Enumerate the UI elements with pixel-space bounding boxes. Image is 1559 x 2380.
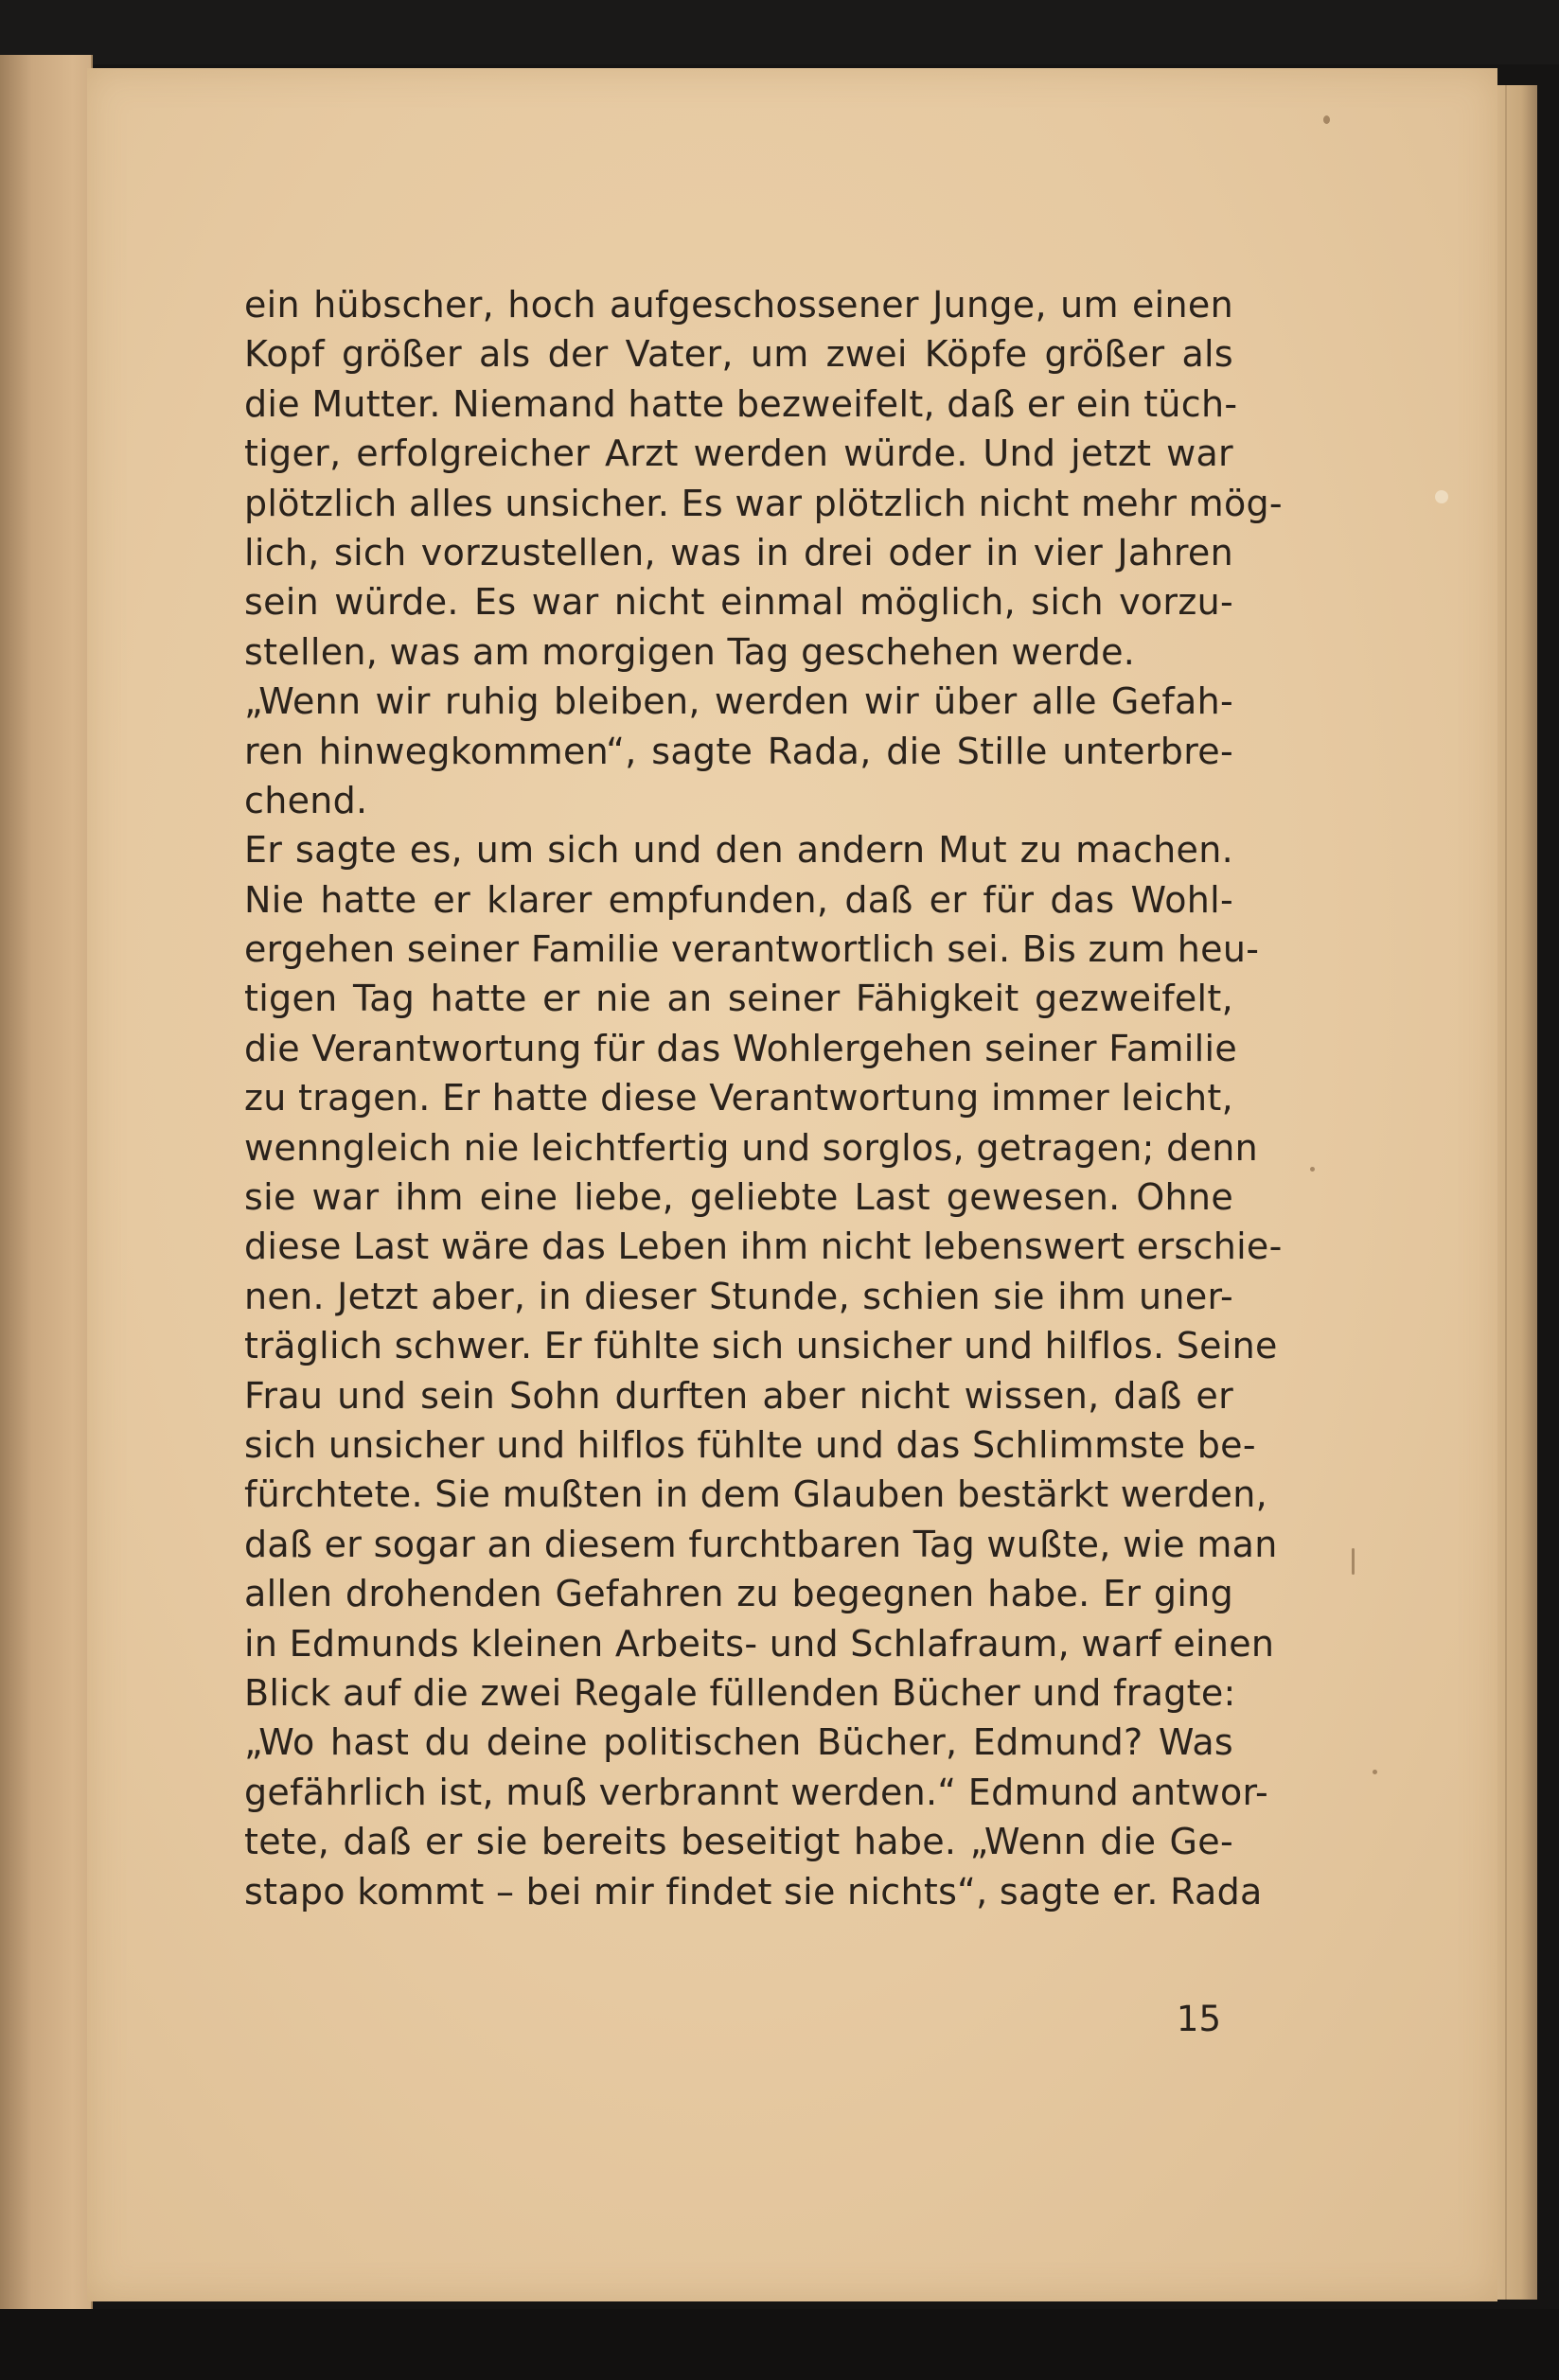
text-line: Kopf größer als der Vater, um zwei Köpfe größer als xyxy=(244,333,1233,376)
text-line: „Wenn wir ruhig bleiben, werden wir über alle Gefah- xyxy=(244,680,1233,723)
text-line: ein hübscher, hoch aufgeschossener Junge, um einen xyxy=(244,284,1233,326)
text-line: Frau und sein Sohn durften aber nicht wissen, daß er xyxy=(244,1374,1233,1417)
text-line: allen drohenden Gefahren zu begegnen habe. Er ging xyxy=(244,1573,1233,1615)
text-line: sie war ihm eine liebe, geliebte Last gewesen. Ohne xyxy=(244,1176,1233,1219)
paper-speck xyxy=(1323,115,1330,124)
text-line: die Verantwortung für das Wohlergehen seiner Familie xyxy=(244,1027,1238,1069)
body-text xyxy=(244,280,1283,1916)
text-line: „Wo hast du deine politischen Bücher, Edmund? Was xyxy=(244,1721,1233,1764)
text-line: wenngleich nie leichtfertig und sorglos, getragen; denn xyxy=(244,1126,1258,1169)
paper-speck xyxy=(1310,1167,1315,1172)
text-line: tiger, erfolgreicher Arzt werden würde. Und jetzt war xyxy=(244,432,1233,475)
text-line: lich, sich vorzustellen, was in drei oder in vier Jahren xyxy=(244,531,1233,573)
page-number: 15 xyxy=(1176,1999,1221,2039)
text-line: daß er sogar an diesem furchtbaren Tag wußte, wie man xyxy=(244,1523,1278,1565)
text-line: gefährlich ist, muß verbrannt werden.“ Edmund antwor- xyxy=(244,1771,1268,1813)
paper-speck xyxy=(1435,490,1448,503)
paper-speck xyxy=(1373,1770,1377,1774)
text-line: die Mutter. Niemand hatte bezweifelt, daß er ein tüch- xyxy=(244,382,1238,425)
text-line: Er sagte es, um sich und den andern Mut zu machen. xyxy=(244,829,1233,872)
paper-speck xyxy=(1352,1548,1355,1575)
book-cover-edge xyxy=(0,55,93,2317)
text-line: Nie hatte er klarer empfunden, daß er für das Wohl- xyxy=(244,878,1233,921)
text-line: plötzlich alles unsicher. Es war plötzlich nicht mehr mög- xyxy=(244,482,1283,524)
text-line: stellen, was am morgigen Tag geschehen werde. xyxy=(244,630,1136,673)
text-line: ergehen seiner Familie verantwortlich sei. Bis zum heu- xyxy=(244,928,1260,971)
text-line: tigen Tag hatte er nie an seiner Fähigkeit gezweifelt, xyxy=(244,978,1233,1020)
text-line: Blick auf die zwei Regale füllenden Bücher und fragte: xyxy=(244,1671,1236,1714)
text-line: ren hinwegkommen“, sagte Rada, die Stille unterbre- xyxy=(244,730,1233,772)
text-line: diese Last wäre das Leben ihm nicht lebenswert erschie- xyxy=(244,1225,1283,1268)
text-line: tete, daß er sie bereits beseitigt habe. „Wenn die Ge- xyxy=(244,1821,1233,1863)
scan-top-border xyxy=(0,0,1559,64)
scan-bottom-border xyxy=(0,2309,1559,2380)
text-line: fürchtete. Sie mußten in dem Glauben bestärkt werden, xyxy=(244,1473,1267,1516)
text-line: zu tragen. Er hatte diese Verantwortung immer leicht, xyxy=(244,1077,1233,1119)
text-line: stapo kommt – bei mir findet sie nichts“, sagte er. Rada xyxy=(244,1870,1263,1913)
text-line: träglich schwer. Er fühlte sich unsicher und hilflos. Seine xyxy=(244,1325,1278,1367)
page-stack-edge xyxy=(1497,85,1537,2300)
text-line: in Edmunds kleinen Arbeits- und Schlafraum, warf einen xyxy=(244,1622,1275,1665)
text-line: sein würde. Es war nicht einmal möglich, sich vorzu- xyxy=(244,581,1233,624)
text-line: nen. Jetzt aber, in dieser Stunde, schien sie ihm uner- xyxy=(244,1275,1233,1317)
text-line: sich unsicher und hilflos fühlte und das Schlimmste be- xyxy=(244,1423,1256,1466)
text-line: chend. xyxy=(244,779,368,821)
